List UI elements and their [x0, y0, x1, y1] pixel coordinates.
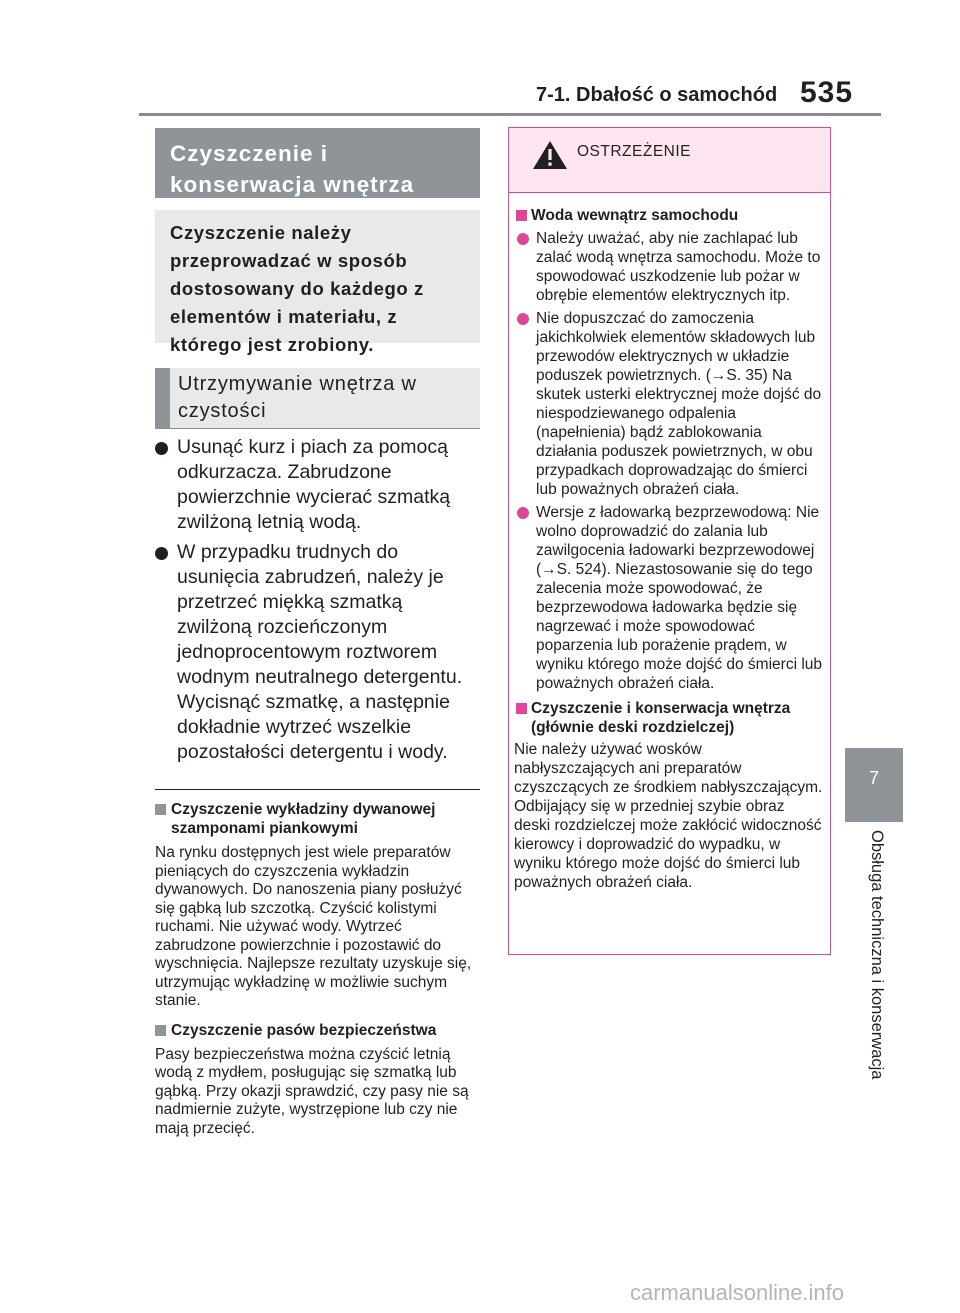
warning-item-text: Należy uważać, aby nie zachlapać lub zalać wodą wnętrza samochodu. Może to spowodować uszkodzenie lub pożar w obrębie elementów elektrycznych itp. — [536, 230, 821, 304]
list-item-continuation: Wycisnąć szmatkę, a następnie dokładnie wytrzeć wszelkie pozostałości detergentu i wody. — [177, 691, 450, 763]
header-divider — [139, 113, 881, 116]
warning-heading-text: Czyszczenie i konserwacja wnętrza (głównie deski rozdzielczej) — [531, 700, 791, 736]
bullet-icon — [155, 547, 168, 560]
bullet-icon — [517, 233, 529, 245]
left-column — [155, 128, 480, 1138]
warning-header — [509, 128, 830, 193]
warning-item — [514, 503, 824, 693]
chapter-title: 7-1. Dbałość o samochód — [536, 84, 778, 106]
subsection-heading: Utrzymywanie wnętrza w czystości — [155, 368, 480, 429]
list-item-text: Usunąć kurz i piach za pomocą odkurzacza. Zabrudzone powierzchnie wycierać szmatką zwilżoną letnią wodą. — [177, 436, 451, 533]
section-divider — [155, 789, 480, 790]
warning-triangle-icon — [532, 140, 568, 170]
warning-item-text: Nie dopuszczać do zamoczenia jakichkolwiek elementów składowych lub przewodów elektrycznych w układzie poduszek powietrznych. (→S. 35) Na skutek usterki elektrycznej może dojść do niespodziewanego odpalenia (napełnienia) bądź zablokowania działania poduszek powietrznych, w obu przypadkach doprowadzając do śmierci lub poważnych obrażeń ciała. — [536, 310, 822, 498]
list-item — [155, 435, 480, 535]
square-bullet-icon — [516, 703, 527, 714]
bullet-icon — [155, 442, 168, 455]
warning-title: OSTRZEŻENIE — [577, 143, 692, 160]
list-item — [155, 540, 480, 765]
square-bullet-icon — [516, 210, 527, 221]
warning-body — [509, 193, 830, 892]
section-intro: Czyszczenie należy przeprowadzać w sposób dostosowany do każdego z elementów i materiału, z którego jest zrobiony. — [155, 210, 480, 343]
list-item-text: W przypadku trudnych do usunięcia zabrudzeń, należy je przetrzeć miękką szmatką zwilżoną rozcieńczonym jednoprocentowym roztworem wodnym neutralnego detergentu. — [177, 541, 463, 688]
warning-item — [514, 229, 824, 305]
chapter-tab[interactable]: 7 — [845, 748, 903, 822]
warning-item — [514, 309, 824, 499]
note-heading-text: Czyszczenie pasów bezpieczeństwa — [171, 1021, 437, 1039]
warning-box — [508, 127, 831, 955]
warning-text: Nie należy używać wosków nabłyszczających ani preparatów czyszczących ze środkiem nabłyszczającym. Odbijający się w przedniej szybie obraz deski rozdzielczej może zakłócić widoczność kierowcy i doprowadzić do wypadku, w wyniku którego może dojść do śmierci lub poważnych obrażeń ciała. — [514, 741, 823, 891]
note-heading — [155, 800, 480, 838]
section-title: Czyszczenie i konserwacja wnętrza — [155, 128, 480, 198]
square-bullet-icon — [155, 804, 166, 815]
note-text: Na rynku dostępnych jest wiele preparatów pieniących do czyszczenia wykładzin dywanowych. Do nanoszenia piany posłużyć się gąbką lub szczotką. Czyścić kolistymi ruchami. Nie używać wody. Wytrzeć zabrudzone powierzchnie i pozostawić do wyschnięcia. Najlepsze rezultaty uzyskuje się, utrzymując wykładzinę w możliwie suchym stanie. — [155, 844, 472, 1009]
bullet-icon — [517, 507, 529, 519]
note-text: Pasy bezpieczeństwa można czyścić letnią wodą z mydłem, posługując się szmatką lub gąbką. Przy okazji sprawdzić, czy pasy nie są nadmiernie zużyte, wystrzępione lub czy nie mają przecięć. — [155, 1045, 469, 1137]
square-bullet-icon — [155, 1025, 166, 1036]
warning-heading-text: Woda wewnątrz samochodu — [531, 207, 739, 224]
bullet-icon — [517, 313, 529, 325]
note-heading — [155, 1021, 480, 1040]
chapter-side-label-text: Obsługa techniczna i konserwacja — [868, 830, 886, 1080]
warning-heading — [514, 206, 824, 225]
chapter-side-label — [864, 830, 890, 1120]
warning-item-text: Wersje z ładowarką bezprzewodową: Nie wolno doprowadzić do zalania lub zawilgocenia ładowarki bezprzewodowej (→S. 524). Niezastosowanie się do tego zalecenia może spowodować, że bezprzewodowa ładowarka będzie się nagrzewać i może spowodować poparzenia lub porażenie prądem, w wyniku którego może dojść do śmierci lub poważnych obrażeń ciała. — [536, 504, 823, 692]
page-number: 535 — [800, 76, 854, 109]
watermark: carmanualsonline.info — [630, 1280, 845, 1305]
note-heading-text: Czyszczenie wykładziny dywanowej szamponami piankowymi — [171, 801, 436, 837]
bullet-list — [155, 435, 480, 765]
warning-heading — [514, 699, 824, 737]
